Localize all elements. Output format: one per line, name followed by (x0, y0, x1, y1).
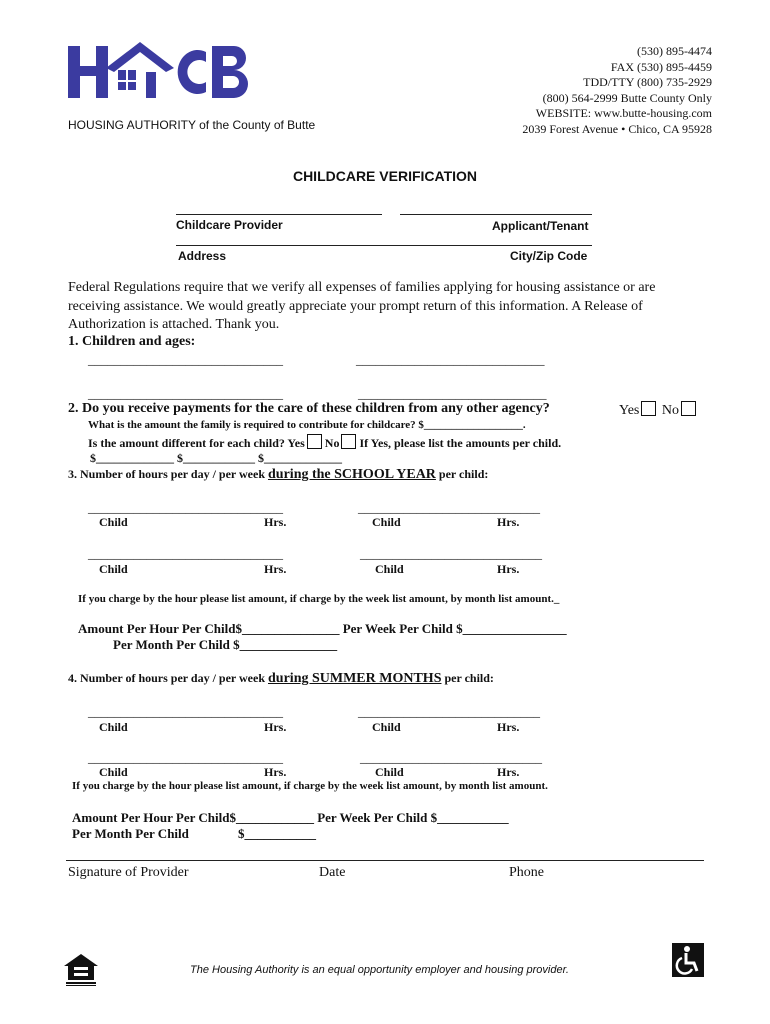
org-name: HOUSING AUTHORITY of the County of Butte (68, 118, 316, 132)
fax-number: FAX (530) 895-4459 (610, 59, 712, 74)
q3-line-1b[interactable]: ____________________________ (358, 500, 540, 515)
wheelchair-icon (672, 943, 704, 977)
q3-label-prefix: 3. Number of hours per day / per week (68, 467, 266, 481)
q3-child-1: Child (99, 515, 128, 529)
q4-hrs-1: Hrs. (264, 720, 287, 734)
q4-line-2a[interactable]: ______________________________ (88, 750, 283, 765)
q4-child-4: Child (375, 765, 404, 779)
intro-line-1: Federal Regulations require that we verify all expenses of families applying for housing assistance or are (68, 280, 656, 295)
signature-line[interactable] (66, 860, 704, 861)
website[interactable]: WEBSITE: www.butte-housing.com (535, 106, 712, 120)
q1-child-line-3[interactable]: ______________________________ (88, 386, 283, 401)
q1-child-line-1[interactable]: ______________________________ (88, 352, 283, 367)
q4-child-1: Child (99, 720, 128, 734)
q4-label-prefix: 4. Number of hours per day / per week (68, 671, 266, 685)
tdd-number: TDD/TTY (800) 735-2929 (583, 75, 712, 89)
q2-yes-label: Yes (619, 403, 640, 418)
q4-line-1b[interactable]: ____________________________ (358, 704, 540, 719)
q4-label-suffix: per child: (444, 671, 494, 685)
footer-eoe: The Housing Authority is an equal opportunity employer and housing provider. (190, 964, 569, 976)
q3-month-line[interactable]: Per Month Per Child $_______________ (113, 637, 338, 652)
q4-month-value[interactable]: $___________ (238, 826, 316, 841)
hacb-logo (66, 38, 256, 106)
q1-child-line-2[interactable]: _____________________________ (356, 352, 545, 367)
q4-month-label: Per Month Per Child (72, 826, 189, 841)
q4-child-3: Child (99, 765, 128, 779)
q3-child-3: Child (99, 562, 128, 576)
q3-amount-line[interactable]: Amount Per Hour Per Child$_______________ Per Week Per Child $________________ (78, 621, 567, 636)
q4-line-1a[interactable]: ______________________________ (88, 704, 283, 719)
q3-hrs-4: Hrs. (497, 562, 520, 576)
address-label: Address (178, 249, 227, 263)
q3-hrs-1: Hrs. (264, 515, 287, 529)
q3-child-4: Child (375, 562, 404, 576)
q3-child-2: Child (372, 515, 401, 529)
q2-different-prefix: Is the amount different for each child? Yes (88, 436, 305, 450)
signature-phone-label: Phone (509, 865, 544, 880)
county-number: (800) 564-2999 Butte County Only (542, 90, 712, 105)
q2-different-yes-checkbox[interactable] (307, 434, 322, 449)
q2-different-no-checkbox[interactable] (341, 434, 356, 449)
signature-provider-label: Signature of Provider (68, 865, 189, 880)
q4-child-2: Child (372, 720, 401, 734)
q4-label-emph: during SUMMER MONTHS (268, 671, 442, 686)
q4-charge-note: If you charge by the hour please list amount, if charge by the week list amount, by month list amount. (72, 780, 548, 792)
q3-label-emph: during the SCHOOL YEAR (268, 467, 436, 482)
q2-label: 2. Do you receive payments for the care of these children from any other agency? (68, 401, 550, 416)
q4-line-2b[interactable]: ____________________________ (360, 750, 542, 765)
q1-label: 1. Children and ages: (68, 334, 196, 349)
equal-housing-icon (62, 952, 100, 988)
signature-date-label: Date (319, 865, 346, 880)
intro-text (68, 279, 655, 335)
q4-hrs-4: Hrs. (497, 765, 520, 779)
q2-different (88, 434, 561, 451)
q3-line-1a[interactable]: ______________________________ (88, 500, 283, 515)
q2-no-label: No (661, 403, 679, 418)
city-label: City/Zip Code (510, 249, 588, 263)
hacb-logo-graphic (66, 38, 256, 106)
applicant-label: Applicant/Tenant (492, 219, 589, 233)
intro-line-3: Authorization is attached. Thank you. (68, 317, 280, 332)
address-line[interactable] (176, 245, 592, 246)
form-title: CHILDCARE VERIFICATION (292, 168, 478, 184)
q3-label-suffix: per child: (438, 467, 489, 481)
q4-label (68, 671, 494, 687)
q2-no-checkbox[interactable] (681, 401, 696, 416)
q4-hrs-2: Hrs. (497, 720, 520, 734)
q3-hrs-3: Hrs. (264, 562, 287, 576)
q3-line-2a[interactable]: ______________________________ (88, 546, 283, 561)
q3-line-2b[interactable]: ____________________________ (360, 546, 542, 561)
intro-line-2: receiving assistance. We would greatly appreciate your prompt return of this information. A Release of (68, 298, 643, 314)
q2-yes-checkbox[interactable] (641, 401, 656, 416)
q3-charge-note: If you charge by the hour please list amount, if charge by the week list amount, by month list amount._ (78, 593, 560, 605)
phone-number: (530) 895-4474 (637, 44, 712, 58)
q2-amount-line[interactable]: What is the amount the family is required to contribute for childcare? $__________________. (88, 419, 526, 431)
q2-different-no-label: No (324, 436, 340, 450)
q2-yes-no (619, 401, 696, 419)
provider-line[interactable] (176, 214, 382, 215)
q4-hrs-3: Hrs. (264, 765, 287, 779)
q3-label (68, 467, 488, 483)
q2-amounts[interactable]: $_____________ $____________ $_____________ (90, 451, 342, 465)
q2-different-suffix: If Yes, please list the amounts per child. (359, 436, 562, 450)
q3-hrs-2: Hrs. (497, 515, 520, 529)
address: 2039 Forest Avenue • Chico, CA 95928 (522, 121, 712, 136)
provider-label: Childcare Provider (176, 218, 283, 232)
q4-amount-line[interactable]: Amount Per Hour Per Child$____________ Per Week Per Child $___________ (72, 810, 509, 825)
applicant-line[interactable] (400, 214, 592, 215)
contact-block (522, 44, 712, 137)
q1-child-line-4[interactable]: _____________________________ (358, 386, 547, 401)
